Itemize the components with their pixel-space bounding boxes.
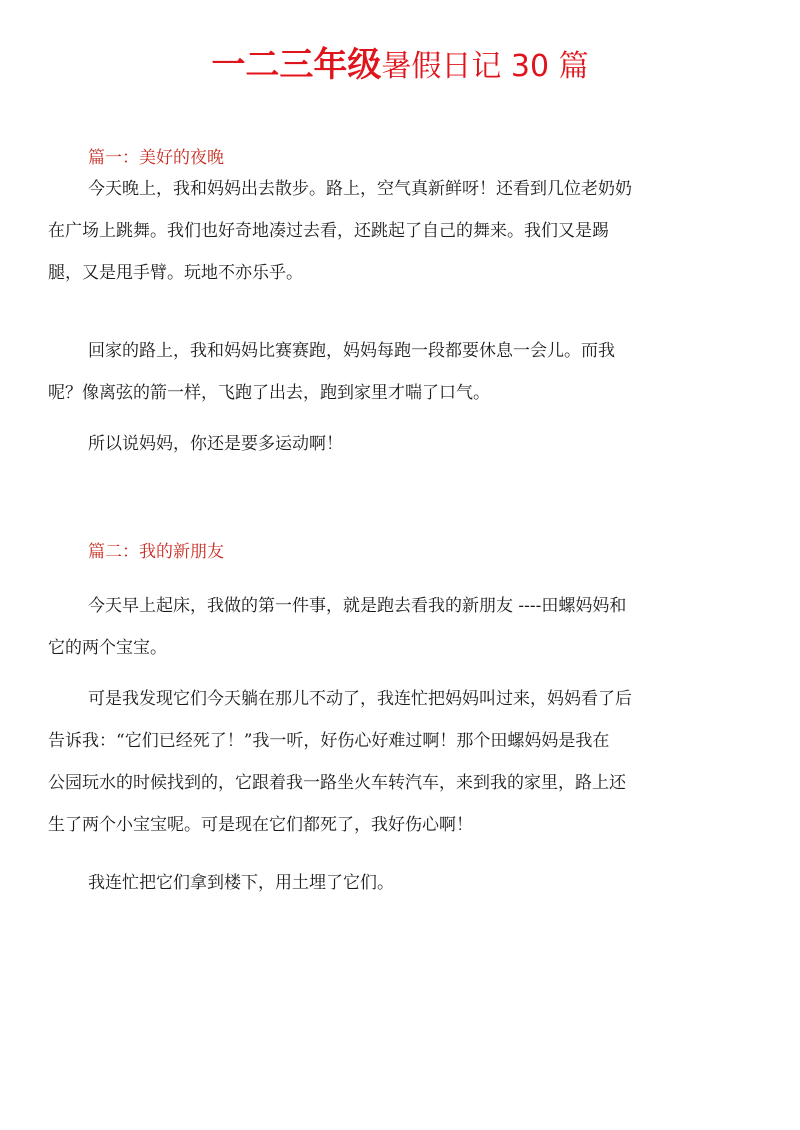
paragraph-line: 我连忙把它们拿到楼下，用土埋了它们。 xyxy=(88,873,394,893)
paragraph-line: 所以说妈妈，你还是要多运动啊！ xyxy=(88,434,343,454)
paragraph xyxy=(88,429,343,460)
paragraph xyxy=(48,174,632,289)
paragraph xyxy=(48,591,627,664)
paragraph-line: 腿，又是甩手臂。玩地不亦乐乎。 xyxy=(48,263,303,283)
title-bold-part: 一二三年级 xyxy=(211,45,382,85)
document-title xyxy=(0,38,800,98)
section-heading: 篇一：美好的夜晚 xyxy=(88,148,224,168)
paragraph xyxy=(88,868,394,899)
paragraph-line: 回家的路上，我和妈妈比赛赛跑，妈妈每跑一段都要休息一会儿。而我 xyxy=(88,341,615,361)
paragraph-line: 在广场上跳舞。我们也好奇地凑过去看，还跳起了自己的舞来。我们又是踢 xyxy=(48,221,609,241)
paragraph-line: 生了两个小宝宝呢。可是现在它们都死了，我好伤心啊！ xyxy=(48,815,473,835)
paragraph-line: 今天早上起床，我做的第一件事，就是跑去看我的新朋友 ----田螺妈妈和 xyxy=(88,596,627,616)
paragraph xyxy=(48,684,632,841)
paragraph-line: 今天晚上，我和妈妈出去散步。路上，空气真新鲜呀！还看到几位老奶奶 xyxy=(88,179,632,199)
paragraph xyxy=(48,336,615,409)
paragraph-line: 呢？像离弦的箭一样，飞跑了出去，跑到家里才喘了口气。 xyxy=(48,383,490,403)
title-rest-part: 暑假日记 30 篇 xyxy=(381,49,589,84)
section-1 xyxy=(48,146,748,454)
section-2 xyxy=(48,540,748,893)
paragraph-line: 公园玩水的时候找到的，它跟着我一路坐火车转汽车，来到我的家里，路上还 xyxy=(48,773,626,793)
paragraph-line: 可是我发现它们今天躺在那儿不动了，我连忙把妈妈叫过来，妈妈看了后 xyxy=(88,689,632,709)
section-heading: 篇二：我的新朋友 xyxy=(88,542,224,562)
paragraph-line: 它的两个宝宝。 xyxy=(48,638,167,658)
paragraph-line: 告诉我：“它们已经死了！”我一听，好伤心好难过啊！那个田螺妈妈是我在 xyxy=(48,731,610,751)
